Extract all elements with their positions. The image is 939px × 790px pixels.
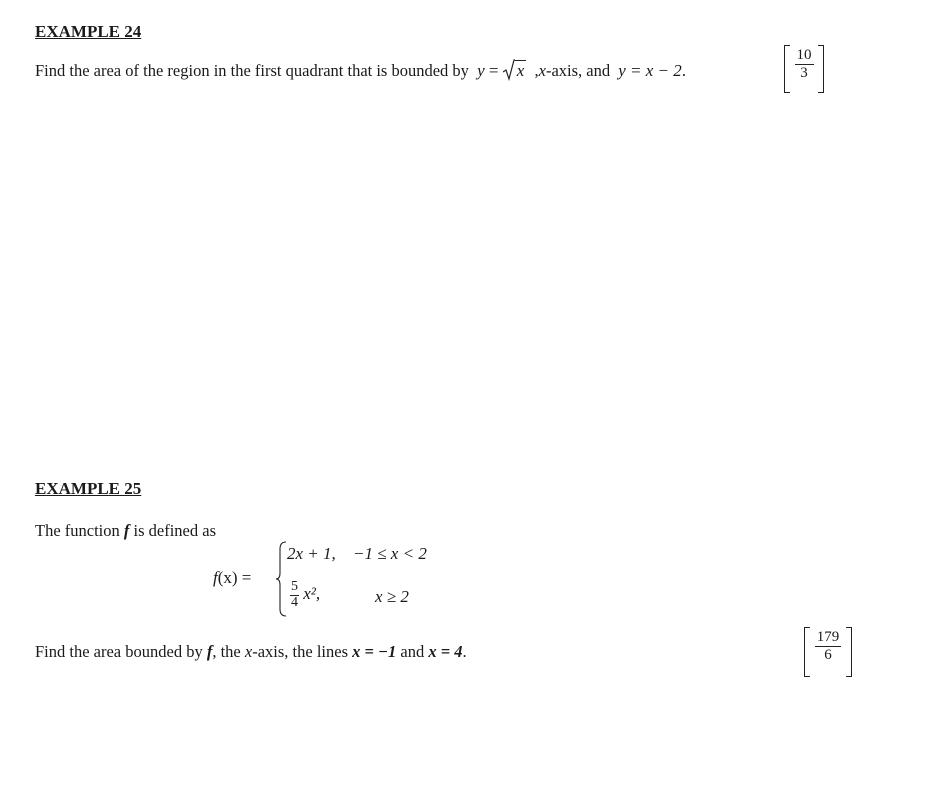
example-25-heading: EXAMPLE 25 (35, 479, 142, 498)
question-middle: , the (212, 642, 241, 661)
comma: , (534, 61, 539, 80)
question-before: Find the area bounded by (35, 642, 203, 661)
intro-before: The function (35, 521, 120, 540)
answer-denominator: 6 (824, 646, 832, 663)
line-1: x = −1 (352, 642, 397, 661)
eq2-rhs: = x − 2 (630, 61, 682, 80)
sqrt-icon (503, 61, 527, 81)
question-after: -axis, the lines (252, 642, 348, 661)
case-2-num: 5 (291, 579, 298, 594)
answer-denominator: 3 (800, 64, 808, 81)
equation-sqrt (477, 61, 530, 80)
equation-line (618, 61, 686, 80)
eq2-lhs: y (618, 61, 626, 80)
intro-f: f (123, 521, 130, 540)
left-brace-icon (275, 541, 287, 617)
example-24-heading: EXAMPLE 24 (35, 22, 142, 41)
case-2-den: 4 (291, 594, 298, 610)
example-24-answer (784, 45, 824, 93)
example-24-question (35, 61, 686, 81)
fx-name: f (213, 568, 218, 587)
case-1-expr: 2x + 1, (287, 544, 336, 563)
case-1-condition: −1 ≤ x < 2 (353, 544, 427, 563)
answer-numerator: 179 (816, 629, 840, 645)
question-x: x (244, 642, 253, 661)
fx-arg: (x) = (217, 568, 252, 587)
answer-numerator: 10 (796, 47, 812, 63)
example-25-question (35, 642, 467, 662)
x-axis-rest: -axis, and (545, 61, 611, 80)
case-2-x: x², (303, 584, 321, 604)
case-2-condition: x ≥ 2 (375, 587, 409, 606)
example-25-intro (35, 521, 216, 541)
example-25-answer (804, 627, 852, 677)
intro-after: is defined as (133, 521, 216, 540)
sqrt-argument: x (516, 61, 525, 80)
eq1-equals: = (488, 61, 499, 80)
question-f: f (206, 642, 213, 661)
x-axis-var: x (538, 61, 546, 80)
question-period: . (462, 642, 467, 661)
piecewise-lhs (213, 568, 251, 588)
case-2-expr (290, 580, 320, 610)
eq1-lhs: y (477, 61, 485, 80)
line-2: x = 4 (428, 642, 463, 661)
and-word: and (400, 642, 425, 661)
eq2-period: . (681, 61, 687, 80)
example-24-text-before: Find the area of the region in the first quadrant that is bounded by (35, 61, 469, 80)
